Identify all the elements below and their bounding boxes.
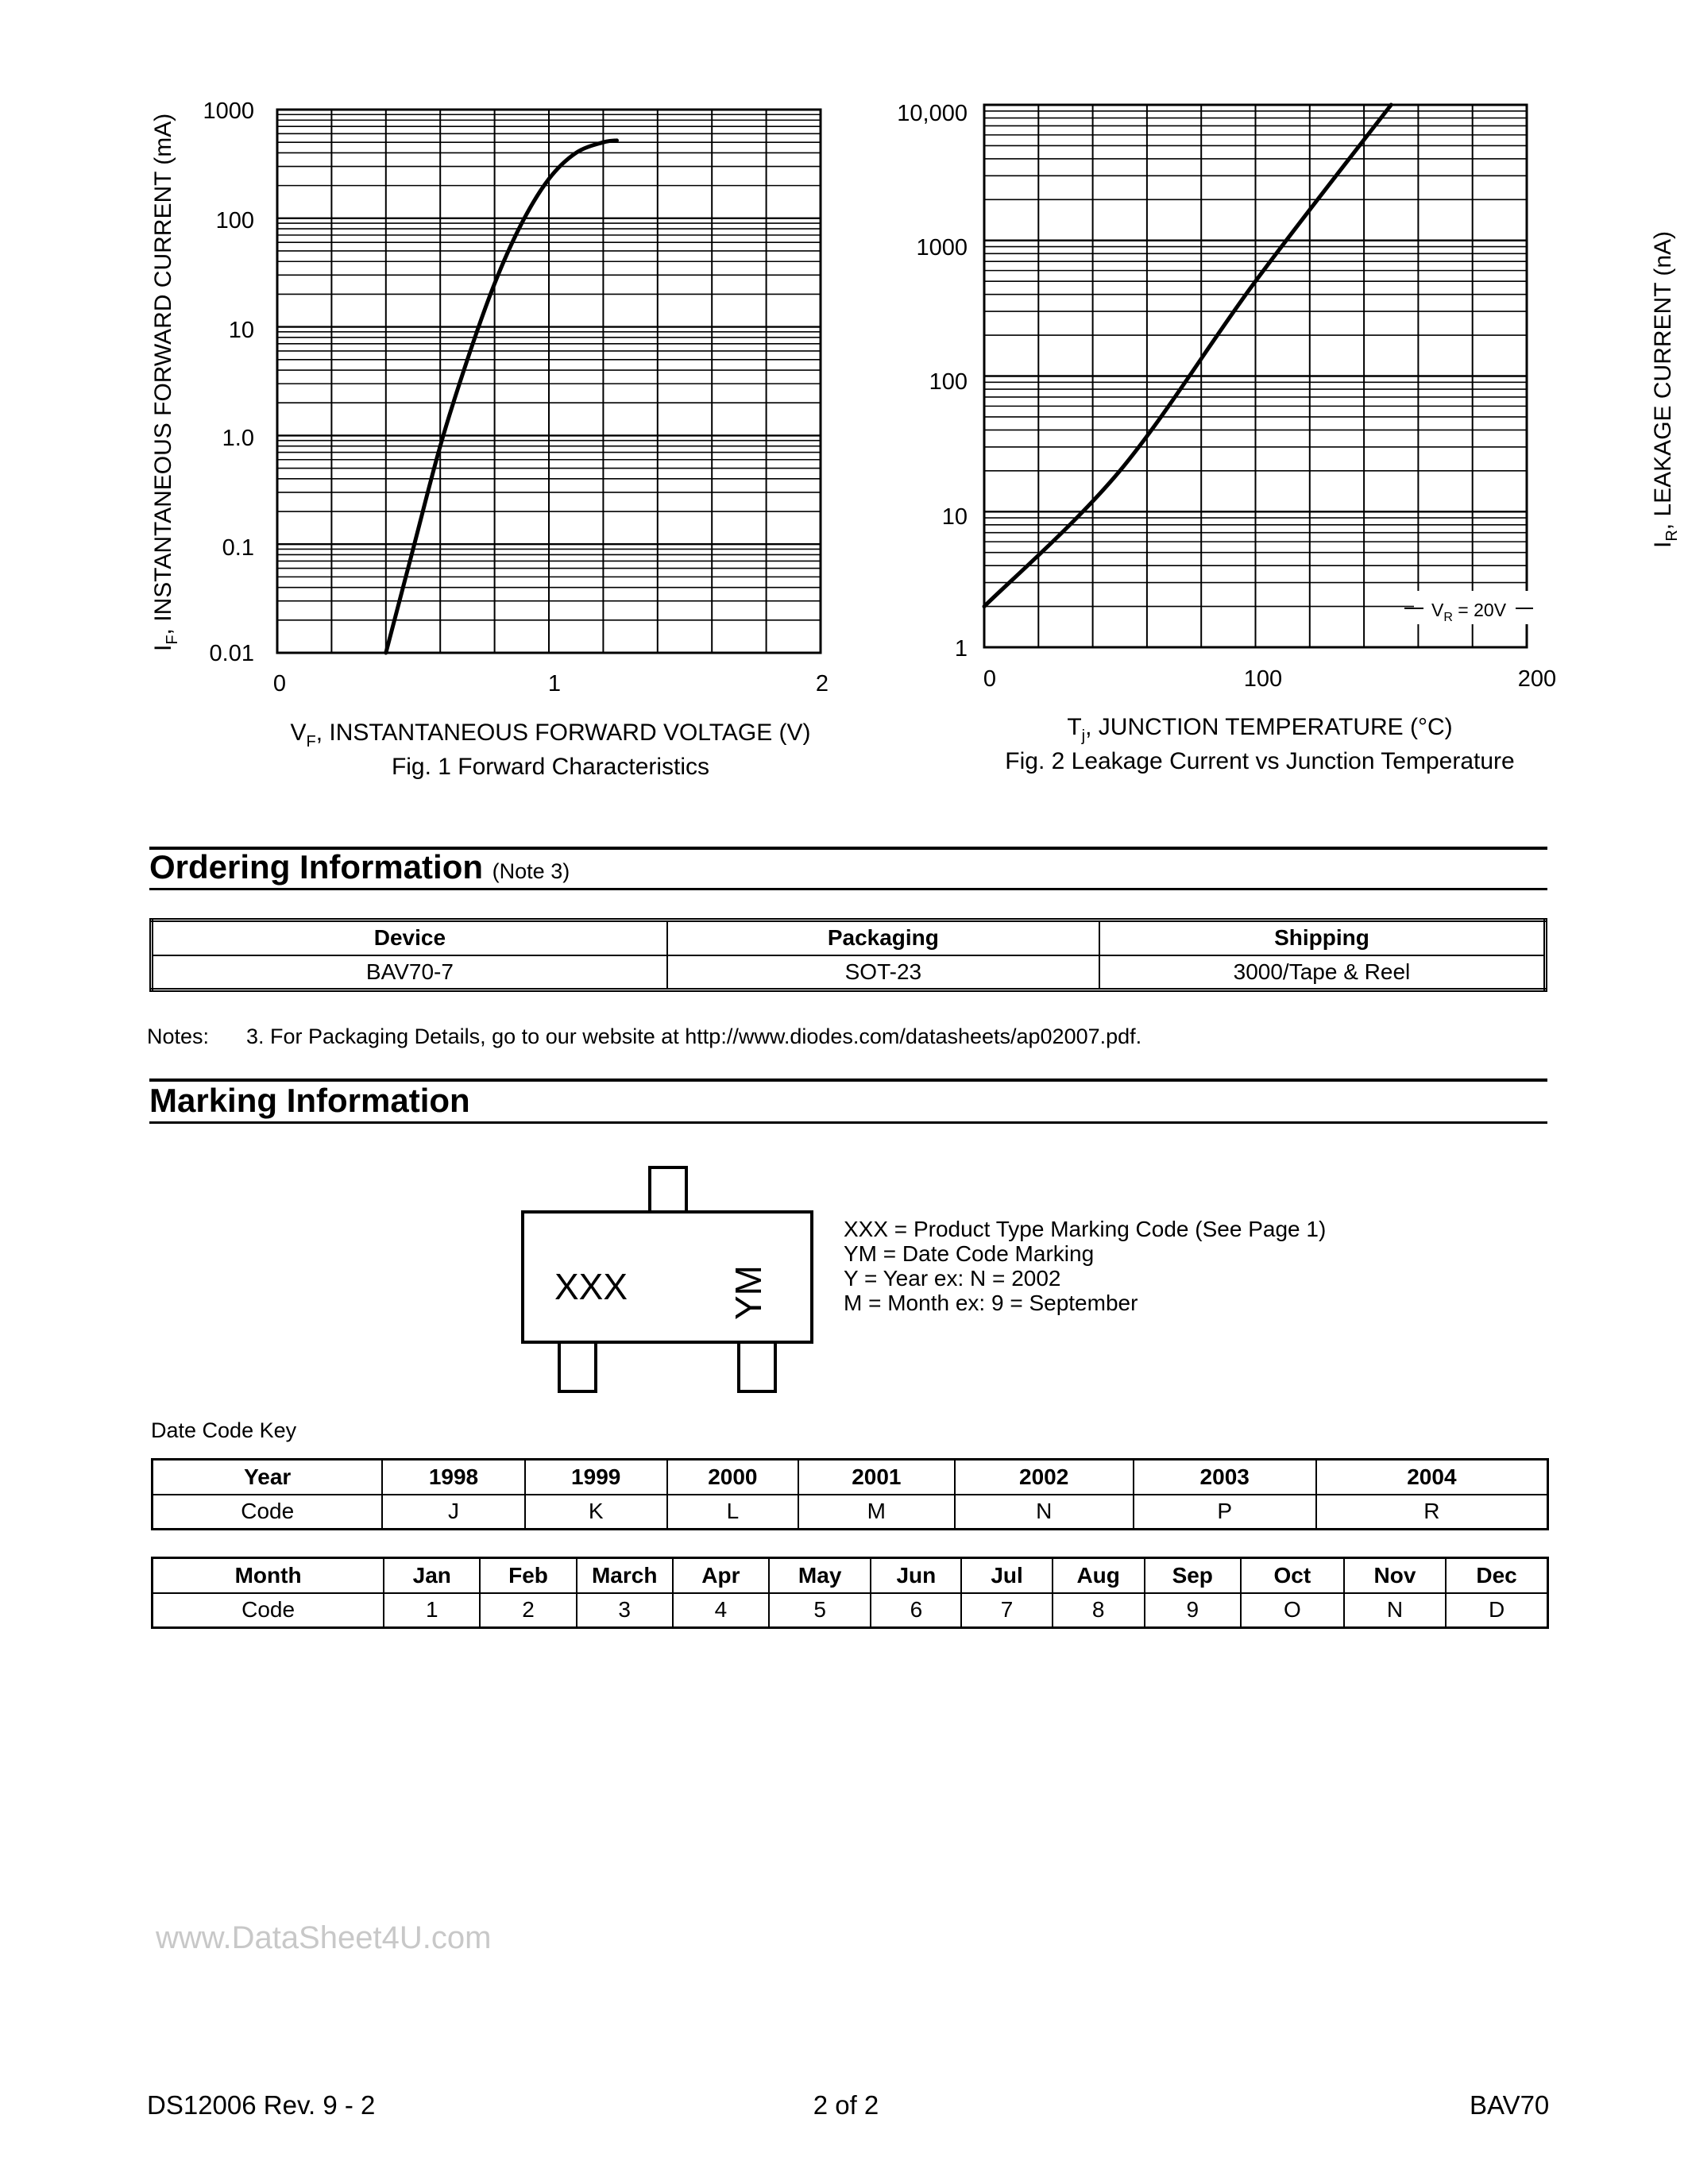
- ordering-packaging: SOT-23: [667, 955, 1099, 990]
- marking-bottom-rule: [149, 1121, 1547, 1124]
- ordering-title: [149, 848, 570, 886]
- month-code-cell-9: 9: [1145, 1593, 1241, 1628]
- fig2-ytick-10: 10: [941, 504, 968, 530]
- ordering-shipping: 3000/Tape & Reel: [1099, 955, 1546, 990]
- fig1-xtick-1: 1: [547, 671, 562, 696]
- year-header-cell-1: 1998: [382, 1460, 524, 1495]
- fig2-xtick-0: 0: [983, 666, 997, 692]
- fig2-x-axis-label: $T_j$, JUNCTION TEMPERATURE (°C): [1067, 714, 1453, 745]
- fig2-ytick-1000: 1000: [916, 235, 968, 260]
- fig2-chart: [858, 0, 1688, 794]
- year-code-cell-3: L: [667, 1495, 798, 1530]
- fig2-xtick-200: 200: [1517, 666, 1557, 692]
- month-header-cell-7: Jul: [961, 1558, 1052, 1593]
- legend-line-month: M = Month ex: 9 = September: [844, 1291, 1138, 1315]
- month-code-cell-8: 8: [1053, 1593, 1145, 1628]
- month-code-cell-0: Code: [153, 1593, 384, 1628]
- marking-title: Marking Information: [149, 1082, 470, 1119]
- fig2-ytick-1: 1: [954, 636, 968, 662]
- notes-label: Notes:: [147, 1024, 210, 1048]
- legend-line-ym: YM = Date Code Marking: [844, 1241, 1095, 1266]
- fig1-ytick-1.0: 1.0: [222, 426, 254, 451]
- month-code-cell-5: 5: [769, 1593, 871, 1628]
- month-header-cell-5: May: [769, 1558, 871, 1593]
- month-header-cell-10: Oct: [1241, 1558, 1344, 1593]
- ordering-data-row: [152, 955, 1546, 990]
- fig2-grid: [984, 105, 1527, 647]
- year-code-cell-5: N: [955, 1495, 1134, 1530]
- month-header-cell-12: Dec: [1446, 1558, 1547, 1593]
- year-code-cell-0: Code: [153, 1495, 383, 1530]
- fig2-ytick-100: 100: [929, 369, 968, 395]
- fig1-xtick-0: 0: [272, 671, 287, 696]
- fig1-ytick-10: 10: [228, 318, 254, 343]
- legend-line-xxx: XXX = Product Type Marking Code (See Page 1): [844, 1217, 1327, 1241]
- fig1-ytick-100: 100: [215, 208, 254, 233]
- month-code-cell-7: 7: [961, 1593, 1052, 1628]
- month-code-cell-10: O: [1241, 1593, 1344, 1628]
- year-header-cell-2: 1999: [525, 1460, 667, 1495]
- footer-doc-id: DS12006 Rev. 9 - 2: [147, 2090, 376, 2120]
- fig2-y-axis-label: $I_R$, LEAKAGE CURRENT (nA): [1650, 231, 1681, 548]
- month-header-cell-11: Nov: [1344, 1558, 1446, 1593]
- month-code-cell-11: N: [1344, 1593, 1446, 1628]
- year-header-cell-4: 2001: [798, 1460, 955, 1495]
- month-header-cell-8: Aug: [1053, 1558, 1145, 1593]
- package-right-lead: [739, 1342, 775, 1391]
- month-header-cell-1: Jan: [384, 1558, 480, 1593]
- ordering-header-shipping: Shipping: [1099, 920, 1546, 955]
- ordering-header-device: Device: [152, 920, 667, 955]
- fig1-xtick-2: 2: [815, 671, 829, 696]
- fig2-curve-group: [984, 105, 1391, 607]
- month-code-cell-3: 3: [577, 1593, 673, 1628]
- month-header-cell-4: Apr: [673, 1558, 769, 1593]
- fig2-ytick-10000: 10,000: [897, 101, 968, 126]
- ordering-header-row: [152, 920, 1546, 955]
- notes-text: 3. For Packaging Details, go to our website at http://www.diodes.com/datasheets/ap02007.pdf.: [246, 1024, 1142, 1048]
- month-header-row: [153, 1558, 1548, 1593]
- year-code-cell-2: K: [525, 1495, 667, 1530]
- month-code-cell-2: 2: [480, 1593, 576, 1628]
- fig2-annotation: $V_R = 20V$: [1431, 600, 1507, 624]
- year-header-row: [153, 1460, 1548, 1495]
- fig1-x-axis-label: $V_F$, INSTANTANEOUS FORWARD VOLTAGE (V): [290, 720, 811, 751]
- fig1-ytick-0.01: 0.01: [209, 641, 254, 666]
- fig1-ytick-0.1: 0.1: [222, 535, 254, 561]
- year-code-cell-4: M: [798, 1495, 955, 1530]
- month-header-cell-3: March: [577, 1558, 673, 1593]
- year-header-cell-5: 2002: [955, 1460, 1134, 1495]
- month-code-cell-1: 1: [384, 1593, 480, 1628]
- year-code-cell-7: R: [1316, 1495, 1548, 1530]
- fig1-ytick-1000: 1000: [203, 98, 254, 124]
- ordering-bottom-rule: [149, 888, 1547, 890]
- month-header-cell-0: Month: [153, 1558, 384, 1593]
- fig1-chart: [0, 0, 858, 794]
- month-code-cell-4: 4: [673, 1593, 769, 1628]
- ordering-note-ref: (Note 3): [492, 859, 570, 883]
- ordering-table: [149, 918, 1547, 992]
- ordering-device: BAV70-7: [152, 955, 667, 990]
- fig2-caption: Fig. 2 Leakage Current vs Junction Temperature: [1005, 748, 1515, 774]
- package-marking-ym: YM: [728, 1265, 769, 1320]
- legend-line-year: Y = Year ex: N = 2002: [844, 1266, 1061, 1291]
- package-top-lead: [650, 1167, 686, 1212]
- year-code-row: [153, 1495, 1548, 1530]
- month-header-cell-6: Jun: [871, 1558, 961, 1593]
- fig1-caption: Fig. 1 Forward Characteristics: [391, 754, 710, 780]
- year-header-cell-7: 2004: [1316, 1460, 1548, 1495]
- year-code-table: [151, 1458, 1549, 1530]
- month-code-table: [151, 1557, 1549, 1629]
- month-code-cell-12: D: [1446, 1593, 1547, 1628]
- package-marking-xxx: XXX: [554, 1266, 628, 1307]
- ordering-header-packaging: Packaging: [667, 920, 1099, 955]
- year-code-cell-6: P: [1134, 1495, 1316, 1530]
- year-header-cell-6: 2003: [1134, 1460, 1316, 1495]
- fig1-y-axis-label: $I_F$, INSTANTANEOUS FORWARD CURRENT (mA): [150, 113, 181, 651]
- year-header-cell-0: Year: [153, 1460, 383, 1495]
- fig2-series-line: [984, 105, 1391, 607]
- month-header-cell-9: Sep: [1145, 1558, 1241, 1593]
- fig2-xtick-100: 100: [1243, 666, 1283, 692]
- month-code-row: [153, 1593, 1548, 1628]
- fig1-grid: [277, 110, 821, 653]
- month-header-cell-2: Feb: [480, 1558, 576, 1593]
- sot23-package-drawing: [508, 1160, 826, 1402]
- date-code-key-label: Date Code Key: [151, 1418, 297, 1442]
- footer-page-number: 2 of 2: [813, 2090, 879, 2120]
- month-code-cell-6: 6: [871, 1593, 961, 1628]
- marking-legend: [844, 1217, 1326, 1315]
- year-code-cell-1: J: [382, 1495, 524, 1530]
- footer-part-number: BAV70: [1470, 2090, 1550, 2120]
- package-left-lead: [559, 1342, 596, 1391]
- watermark: www.DataSheet4U.com: [156, 1920, 492, 1955]
- year-header-cell-3: 2000: [667, 1460, 798, 1495]
- ordering-title-text: Ordering Information: [149, 848, 483, 886]
